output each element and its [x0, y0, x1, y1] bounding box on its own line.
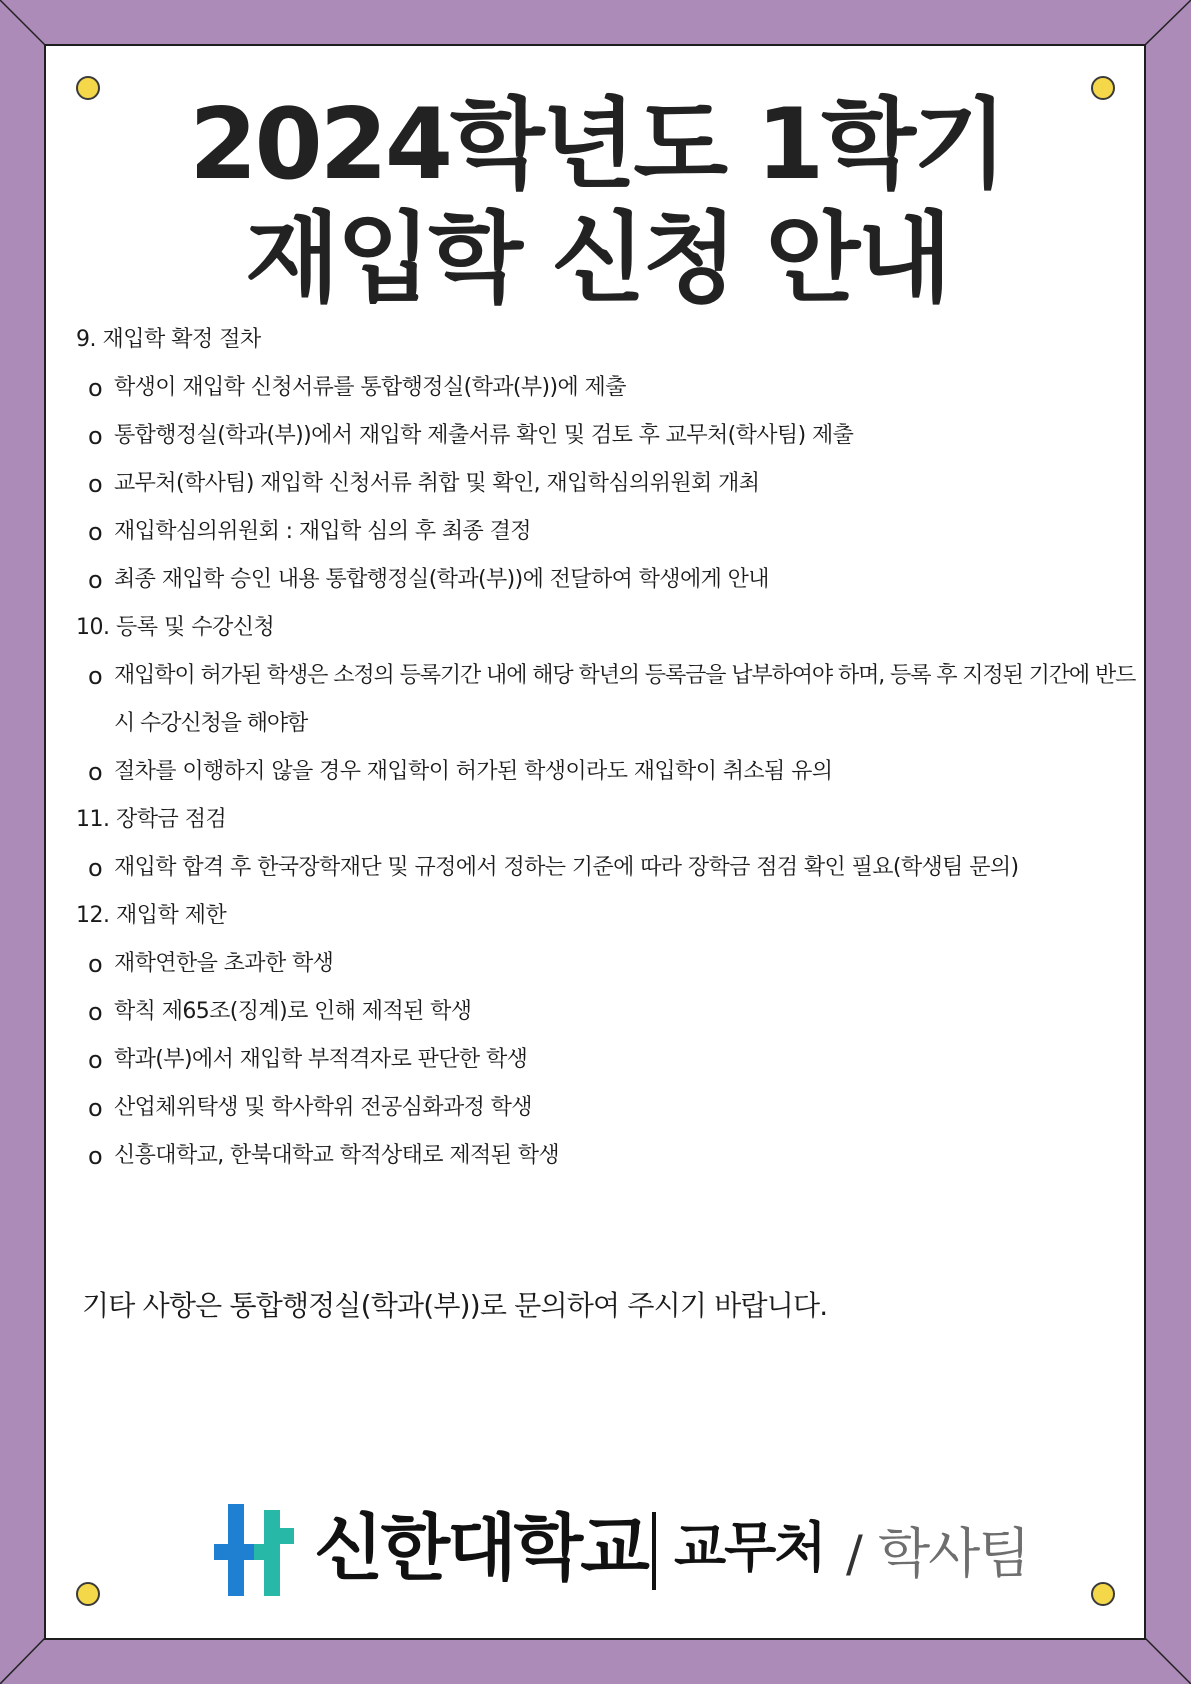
list-item: o 교무처(학사팀) 재입학 신청서류 취합 및 확인, 재입학심의위원회 개최 [76, 460, 1136, 508]
circle-bullet-icon: o [88, 854, 103, 882]
list-item: o 학칙 제65조(징계)로 인해 제적된 학생 [76, 988, 1136, 1036]
notice-content [76, 316, 1136, 1180]
list-item: o 산업체위탁생 및 학사학위 전공심화과정 학생 [76, 1084, 1136, 1132]
section-heading-registration: 10. 등록 및 수강신청 [76, 615, 275, 640]
circle-bullet-icon: o [88, 374, 103, 402]
list-item: o 통합행정실(학과(부))에서 재입학 제출서류 확인 및 검토 후 교무처(학사팀) 제출 [76, 412, 1136, 460]
circle-bullet-icon: o [88, 1094, 103, 1122]
team-name: 학사팀 [878, 1522, 1029, 1585]
circle-bullet-icon: o [88, 566, 103, 594]
grommet-icon [1091, 1582, 1115, 1606]
list-item: o 절차를 이행하지 않을 경우 재입학이 허가된 학생이라도 재입학이 취소됨 유의 [76, 748, 1136, 796]
grommet-icon [76, 1582, 100, 1606]
grommet-icon [1091, 76, 1115, 100]
list-item: o 재학연한을 초과한 학생 [76, 940, 1136, 988]
circle-bullet-icon: o [88, 470, 103, 498]
list-item: o 최종 재입학 승인 내용 통합행정실(학과(부))에 전달하여 학생에게 안내 [76, 556, 1136, 604]
circle-bullet-icon: o [88, 662, 103, 690]
university-logo [46, 1498, 1148, 1598]
circle-bullet-icon: o [88, 518, 103, 546]
list-item: o 학생이 재입학 신청서류를 통합행정실(학과(부))에 제출 [76, 364, 1136, 412]
list-item: o 학과(부)에서 재입학 부적격자로 판단한 학생 [76, 1036, 1136, 1084]
circle-bullet-icon: o [88, 1046, 103, 1074]
circle-bullet-icon: o [88, 998, 103, 1026]
circle-bullet-icon: o [88, 758, 103, 786]
contact-note: 기타 사항은 통합행정실(학과(부))로 문의하여 주시기 바랍니다. [82, 1289, 828, 1322]
list-item: o 재입학이 허가된 학생은 소정의 등록기간 내에 해당 학년의 등록금을 납부하여야 하며, 등록 후 지정된 기간에 반드시 수강신청을 해야함 [76, 652, 1136, 748]
notice-banner [44, 44, 1146, 1640]
section-heading-procedure: 9. 재입학 확정 절차 [76, 327, 261, 352]
list-item: o 재입학심의위원회 : 재입학 심의 후 최종 결정 [76, 508, 1136, 556]
university-name: 신한대학교 [314, 1506, 647, 1590]
shinhan-logo-icon [214, 1504, 294, 1596]
grommet-icon [76, 76, 100, 100]
list-item: o 신흥대학교, 한북대학교 학적상태로 제적된 학생 [76, 1132, 1136, 1180]
logo-divider [652, 1512, 656, 1590]
circle-bullet-icon: o [88, 1142, 103, 1170]
page-title-line2: 재입학 신청 안내 [245, 202, 949, 316]
page-title-line1: 2024학년도 1학기 [189, 88, 1005, 202]
logo-separator: / [846, 1525, 863, 1583]
department-name: 교무처 [674, 1516, 825, 1579]
list-item: o 재입학 합격 후 한국장학재단 및 규정에서 정하는 기준에 따라 장학금 점검 확인 필요(학생팀 문의) [76, 844, 1136, 892]
circle-bullet-icon: o [88, 422, 103, 450]
section-heading-restrictions: 12. 재입학 제한 [76, 903, 227, 928]
circle-bullet-icon: o [88, 950, 103, 978]
section-heading-scholarship: 11. 장학금 점검 [76, 807, 227, 832]
